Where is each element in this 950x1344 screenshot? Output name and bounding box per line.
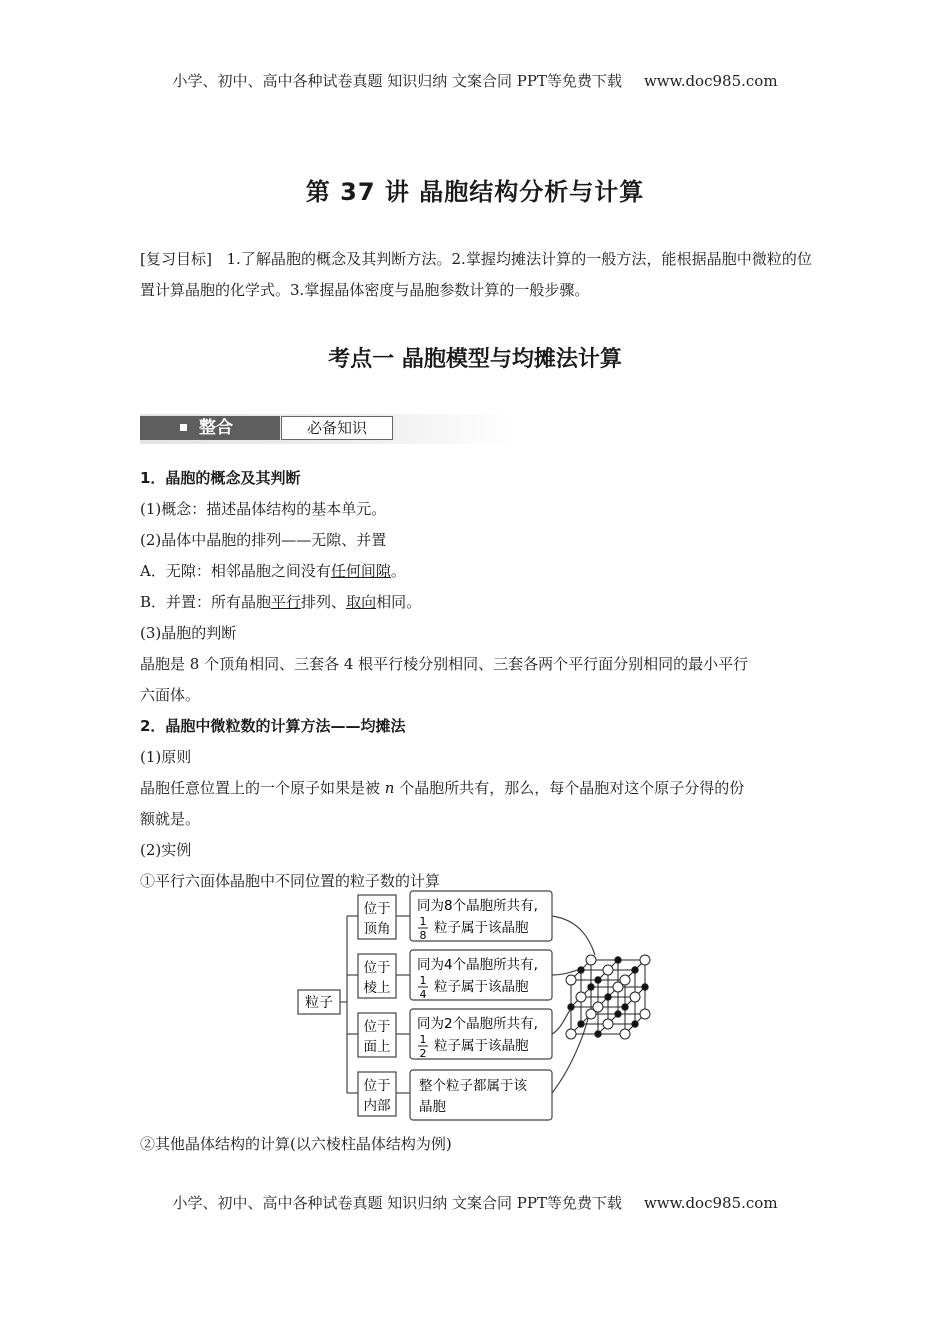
paragraph: (1)原则 [140, 748, 192, 766]
paragraph: (2)晶体中晶胞的排列——无隙、并置 [140, 531, 387, 549]
page-footer [0, 1192, 950, 1213]
position-label: 棱上 [363, 980, 391, 996]
position-label: 内部 [363, 1098, 391, 1114]
lattice-atom-filled [622, 1004, 628, 1010]
review-label: [复习目标] [140, 250, 212, 268]
paragraph: (2)实例 [140, 841, 192, 859]
lattice-atom-filled [595, 1031, 601, 1037]
lattice-atom-open [566, 975, 576, 985]
text: B．并置：所有晶胞 [140, 593, 272, 611]
fraction-denominator: 2 [419, 1047, 427, 1060]
banner-right: 必备知识 [281, 416, 393, 440]
lattice-atom-open [620, 1029, 630, 1039]
lattice-atom-open [630, 992, 640, 1002]
lattice-atom-filled [632, 967, 638, 973]
section-title: 考点一 晶胞模型与均摊法计算 [328, 347, 622, 372]
lattice-atom-open [576, 992, 586, 1002]
footer-text: 小学、初中、高中各种试卷真题 知识归纳 文案合同 PPT等免费下载 [172, 1194, 622, 1212]
lattice-atom-open [640, 955, 650, 965]
connector-lines [340, 916, 595, 1093]
fraction-denominator: 8 [419, 929, 427, 942]
position-label: 位于 [363, 901, 391, 917]
description-text: 同为2个晶胞所共有, [417, 1016, 538, 1032]
lattice-atom-open [603, 965, 613, 975]
text: 相同。 [376, 593, 422, 611]
header-site[interactable]: www.doc985.com [643, 72, 778, 90]
position-top [358, 895, 396, 939]
position-inner [358, 1072, 396, 1116]
position-label: 位于 [363, 1078, 391, 1094]
heading-1: 1．晶胞的概念及其判断 [140, 469, 301, 487]
lattice-atom-open [603, 1019, 613, 1029]
description-text: 粒子属于该晶胞 [434, 1038, 529, 1054]
underlined-answer: 平行 [271, 593, 302, 611]
lattice-atom-open [593, 1002, 603, 1012]
paragraph: ①平行六面体晶胞中不同位置的粒子数的计算 [140, 872, 441, 890]
text: 晶胞任意位置上的一个原子如果是被 [140, 779, 385, 797]
lattice-atom-filled [632, 1021, 638, 1027]
position-label: 面上 [363, 1039, 391, 1055]
position-label: 位于 [363, 960, 391, 976]
lattice-atom-filled [615, 957, 621, 963]
lattice-atom-filled [615, 1011, 621, 1017]
footer-site[interactable]: www.doc985.com [643, 1194, 778, 1212]
description-top [410, 891, 552, 942]
variable-n: n [384, 779, 395, 797]
description-text: 粒子属于该晶胞 [434, 979, 529, 995]
description-text: 同为4个晶胞所共有, [417, 957, 538, 973]
lattice-atom-open [620, 975, 630, 985]
description-face [410, 1009, 552, 1060]
lattice-atom-open [586, 955, 596, 965]
text: 排列、 [301, 593, 347, 611]
paragraph: 额就是。 [140, 810, 201, 828]
paragraph: 六面体。 [140, 686, 201, 704]
root-label: 粒子 [305, 995, 333, 1011]
banner-left-label: 整合 [199, 418, 233, 438]
description-text: 粒子属于该晶胞 [434, 920, 529, 936]
description-text: 同为8个晶胞所共有, [417, 898, 538, 914]
text: A．无隙：相邻晶胞之间没有 [140, 562, 331, 580]
lattice-atom-filled [568, 1004, 574, 1010]
lattice-atom-open [640, 1009, 650, 1019]
position-edge [358, 954, 396, 998]
header-text: 小学、初中、高中各种试卷真题 知识归纳 文案合同 PPT等免费下载 [172, 72, 622, 90]
position-label: 顶角 [363, 921, 391, 937]
paragraph: (3)晶胞的判断 [140, 624, 237, 642]
paragraph: ②其他晶体结构的计算(以六棱柱晶体结构为例) [140, 1135, 452, 1153]
lattice-atom-filled [595, 977, 601, 983]
position-face [358, 1013, 396, 1057]
lattice-atom-filled [578, 967, 584, 973]
fraction-numerator: 1 [419, 1033, 427, 1046]
fraction-numerator: 1 [419, 915, 427, 928]
review-text: 1.了解晶胞的概念及其判断方法。2.掌握均摊法计算的一般方法，能根据晶胞中微粒的位置计算晶胞的化学式。3.掌握晶体密度与晶胞参数计算的一般步骤。 [140, 250, 812, 299]
underlined-answer: 取向 [346, 593, 377, 611]
lattice-atom-filled [642, 984, 648, 990]
text: 。 [390, 562, 406, 580]
lattice-atom-open [566, 1029, 576, 1039]
description-edge [410, 950, 552, 1001]
text: 个晶胞所共有，那么，每个晶胞对这个原子分得的份 [394, 779, 745, 797]
lattice-atom-filled [588, 984, 594, 990]
page-title: 第 37 讲 晶胞结构分析与计算 [305, 178, 645, 206]
paragraph: (1)概念：描述晶体结构的基本单元。 [140, 500, 387, 518]
description-inner [410, 1070, 552, 1120]
lattice-atom-filled [578, 1021, 584, 1027]
lattice-atom-filled [605, 994, 611, 1000]
fraction-numerator: 1 [419, 974, 427, 987]
paragraph: 晶胞是 8 个顶角相同、三套各 4 根平行棱分别相同、三套各两个平行面分别相同的最小平行 [140, 655, 749, 673]
position-label: 位于 [363, 1019, 391, 1035]
fraction-denominator: 4 [419, 988, 427, 1001]
heading-2: 2．晶胞中微粒数的计算方法——均摊法 [140, 717, 406, 735]
description-text: 整个粒子都属于该 [419, 1078, 527, 1094]
description-text: 晶胞 [419, 1099, 446, 1115]
underlined-answer: 任何间隙 [330, 562, 391, 580]
cubic-lattice-icon [566, 955, 650, 1039]
